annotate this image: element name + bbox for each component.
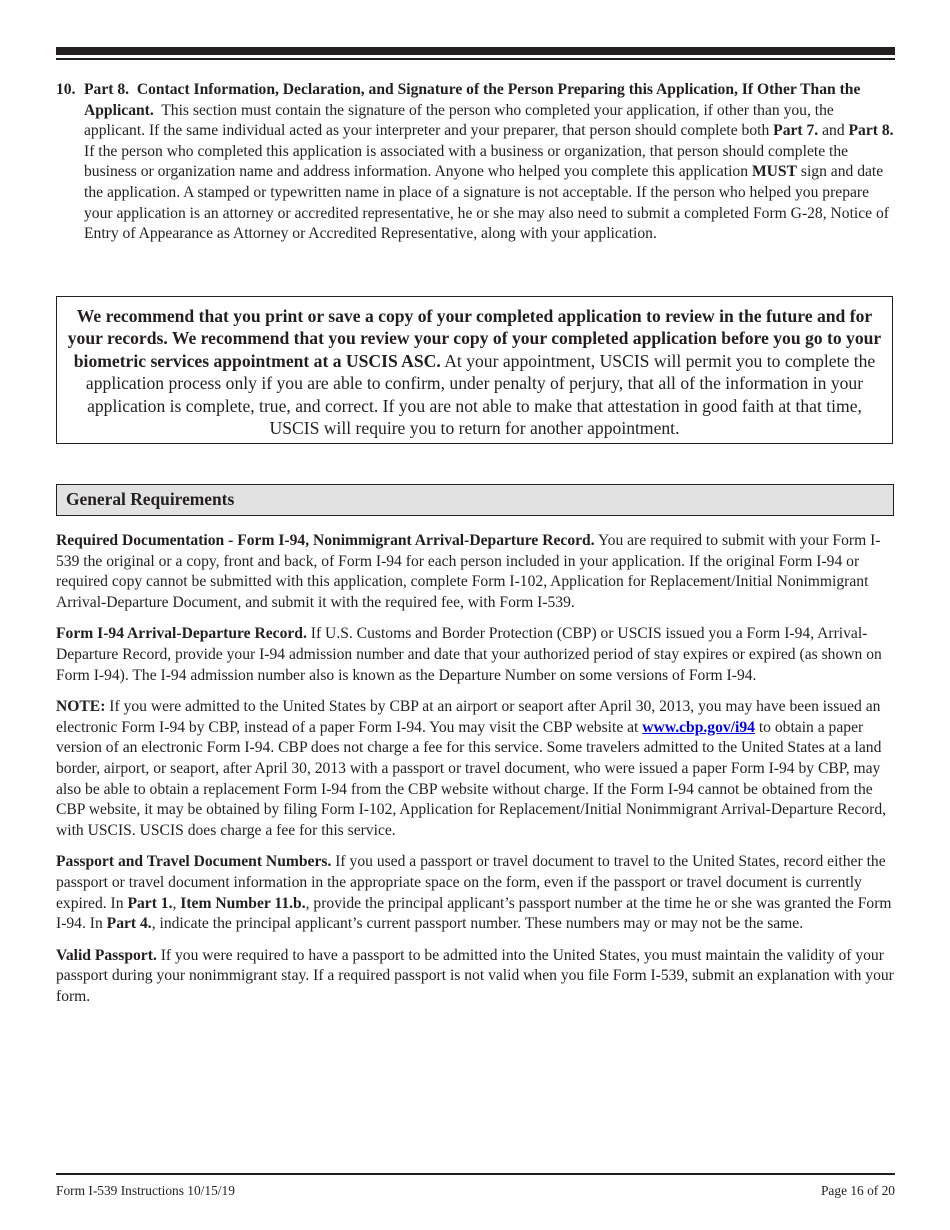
paragraph-text: If you were required to have a passport to be admitted into the United States, you must maintain the validity of your passport during your nonimmigrant stay. If a required passport is not valid when you file Form I-539, submit an explanation with your form. [56, 946, 894, 1005]
paragraph-title: Form I-94 Arrival-Departure Record. [56, 625, 307, 643]
item-heading-title: Contact Information, Declaration, and Signature of the Person Preparing this Application, If Other Than the Applicant. [84, 81, 861, 119]
item-text: sign and date the application. A stamped or typewritten name in place of a signature is not acceptable. If the person who helped you prepare your application is an attorney or accredited representative, he or she may also need to submit a completed Form G-28, Notice of Entry of Appearance as Attorney or Accredited Representative, along with your application. [84, 163, 889, 243]
top-rule-thin [56, 58, 895, 60]
paragraph-passport-numbers [56, 852, 896, 934]
paragraph-title: Valid Passport. [56, 946, 157, 964]
part1-ref: Part 1. [127, 894, 173, 912]
footer-form-info: Form I-539 Instructions 10/15/19 [56, 1183, 235, 1198]
paragraph-text: If you were admitted to the United States by CBP at an airport or seaport after April 30, 2013, you may have been issued an electronic Form I-94 by CBP, instead of a paper Form I-94. You may visit the CBP website at [56, 698, 881, 736]
top-rule [56, 47, 895, 55]
part7-ref: Part 7. [773, 122, 819, 140]
section-header-general-requirements: General Requirements [56, 484, 894, 516]
cbp-website-link[interactable]: www.cbp.gov/i94 [642, 718, 755, 736]
footer-rule [56, 1173, 895, 1175]
callout-bold: We recommend that you print or save a copy of your completed application to review in the future and for your records. We recommend that you review your copy of your completed application before you go to your biometric services appointment at a USCIS ASC. [67, 306, 882, 371]
item-10 [56, 80, 896, 245]
paragraph-note [56, 697, 896, 841]
general-requirements-body [56, 531, 896, 1018]
paragraph-required-documentation [56, 531, 896, 613]
paragraph-text: If U.S. Customs and Border Protection (CBP) or USCIS issued you a Form I-94, Arrival-Departure Record, provide your I-94 admission number and date that your authorized period of stay expires or expired (as shown on Form I-94). The I-94 admission number also is known as the Departure Number on some versions of Form I-94. [56, 625, 882, 684]
paragraph-title: Passport and Travel Document Numbers. [56, 853, 332, 871]
item-number-ref: Item Number 11.b. [180, 894, 306, 912]
paragraph-text: , indicate the principal applicant’s current passport number. These numbers may or may not be the same. [151, 915, 804, 933]
paragraph-i94-record [56, 624, 896, 686]
footer-page-number: Page 16 of 20 [820, 1183, 895, 1198]
paragraph-text: , [172, 894, 181, 912]
paragraph-text: , provide the principal applicant’s passport number at the time he or she was granted the Form I-94. In [56, 894, 892, 933]
item-number: 10. [56, 81, 76, 98]
paragraph-text: You are required to submit with your Form I-539 the original or a copy, front and back, of Form I-94 for each person included in your application. If the original Form I-94 or required copy cannot be submitted with this application, complete Form I-102, Application for Replacement/Initial Nonimmigrant Arrival-Departure Document, and submit it with the required fee, with Form I-539. [56, 532, 881, 611]
item-heading-part: Part 8. [84, 81, 130, 98]
must-emphasis: MUST [751, 163, 797, 181]
callout-text: At your appointment, USCIS will permit you to complete the application process only if you are able to confirm, under penalty of perjury, that all of the information in your application is complete, true, and correct. If you are not able to make that attestation in good faith at that time, USCIS will require you to return for another appointment. [85, 350, 876, 439]
part8-ref: Part 8. [848, 122, 894, 140]
item-text: If the person who completed this application is associated with a business or organization, that person should complete the business or organization name and address information. Anyone who helped you complete this application [84, 142, 849, 181]
paragraph-valid-passport [56, 946, 896, 1008]
part4-ref: Part 4. [106, 915, 152, 933]
item-text: and [818, 122, 849, 140]
paragraph-text: to obtain a paper version of an electronic Form I-94. CBP does not charge a fee for this service. Some travelers admitted to the United States at a land border, airport, or seaport, after April 30, 2013 with a passport or travel document, who were issued a paper Form I-94 by CBP, may also be able to obtain a replacement Form I-94 from the CBP website without charge. If the Form I-94 cannot be obtained from the CBP website, it may be obtained by filing Form I-102, Application for Replacement/Initial Nonimmigrant Arrival-Departure Record, with USCIS. USCIS does charge a fee for this service. [56, 718, 887, 839]
paragraph-text: If you used a passport or travel document to travel to the United States, record either the passport or travel document information in the appropriate space on the form, even if the passport or travel document is currently expired. In [56, 853, 886, 912]
paragraph-title: NOTE: [56, 698, 106, 716]
recommendation-callout [56, 296, 893, 444]
item-10-body [84, 80, 896, 245]
paragraph-title: Required Documentation - Form I-94, Nonimmigrant Arrival-Departure Record. [56, 532, 595, 549]
item-text: This section must contain the signature of the person who completed your application, if other than you, the applicant. If the same individual acted as your interpreter and your preparer, that person should complete both [84, 101, 834, 140]
